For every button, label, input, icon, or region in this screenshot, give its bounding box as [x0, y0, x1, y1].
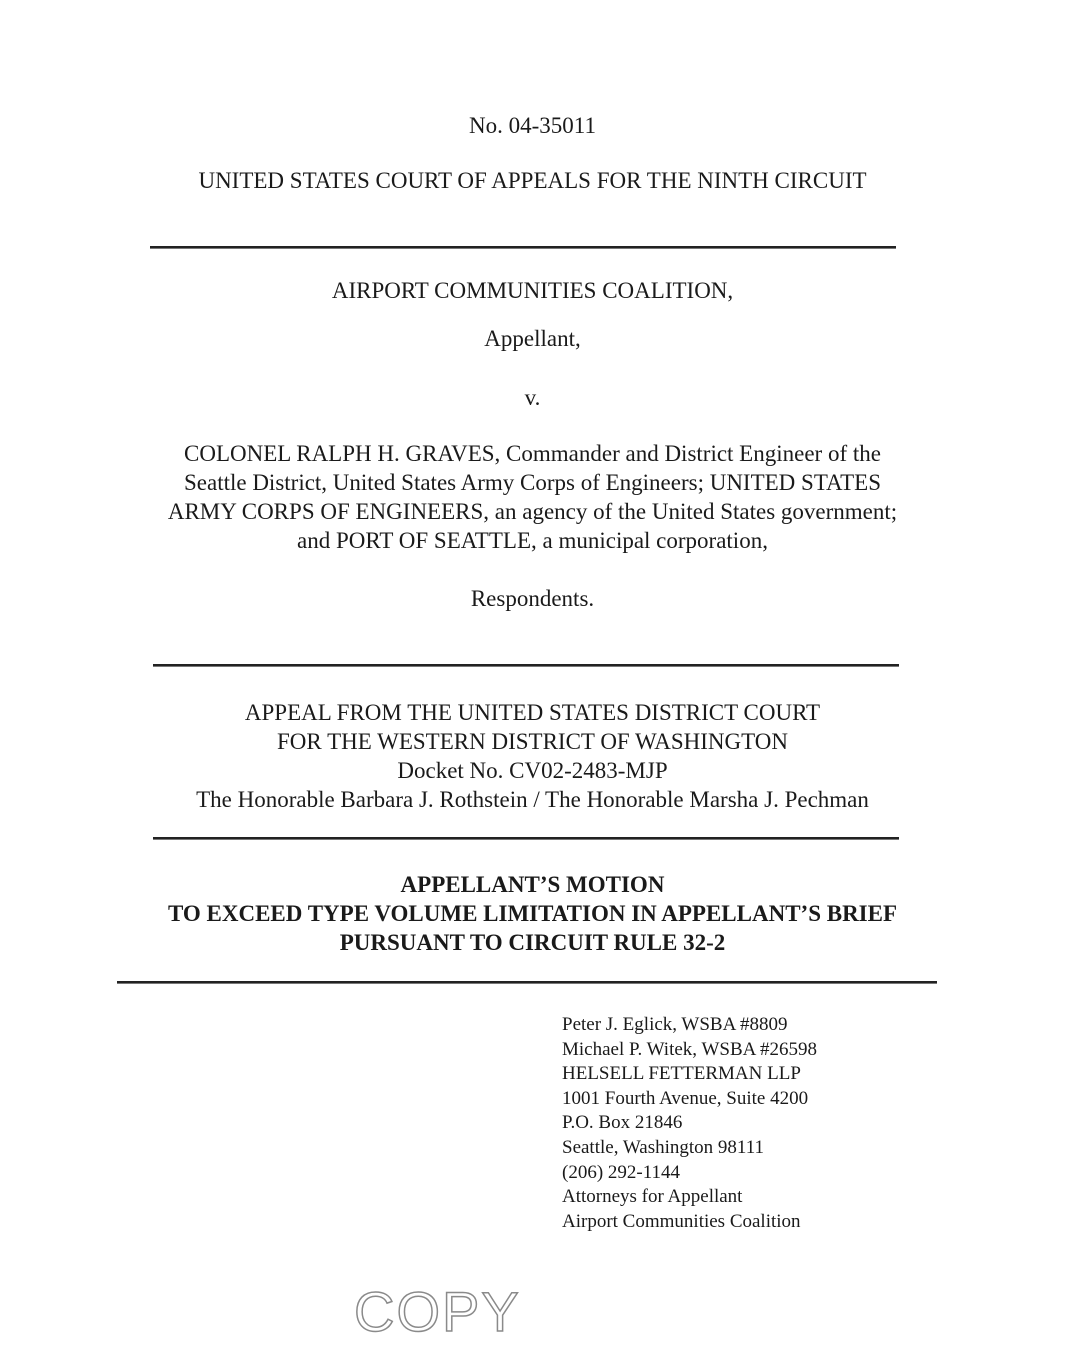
divider-1	[150, 246, 896, 249]
copy-stamp: COPY	[354, 1280, 521, 1343]
judges: The Honorable Barbara J. Rothstein / The Honorable Marsha J. Pechman	[196, 787, 869, 812]
respondents-line: and PORT OF SEATTLE, a municipal corporation,	[297, 528, 768, 553]
court-name: UNITED STATES COURT OF APPEALS FOR THE NINTH CIRCUIT	[198, 168, 867, 193]
respondents-line: COLONEL RALPH H. GRAVES, Commander and District Engineer of the	[184, 441, 881, 466]
counsel-line: HELSELL FETTERMAN LLP	[562, 1063, 801, 1085]
counsel-line: 1001 Fourth Avenue, Suite 4200	[562, 1087, 809, 1109]
respondents-line: Seattle District, United States Army Corps of Engineers; UNITED STATES	[183, 470, 881, 495]
respondents-line: ARMY CORPS OF ENGINEERS, an agency of the United States government;	[167, 499, 898, 524]
appeal-from-line: FOR THE WESTERN DISTRICT OF WASHINGTON	[277, 729, 788, 754]
counsel-line: Airport Communities Coalition	[562, 1210, 801, 1232]
counsel-line: P.O. Box 21846	[562, 1112, 683, 1134]
respondents-role: Respondents.	[470, 586, 595, 611]
counsel-line: Attorneys for Appellant	[562, 1186, 743, 1208]
appeal-from-line: APPEAL FROM THE UNITED STATES DISTRICT COURT	[244, 700, 821, 725]
counsel-block	[562, 1013, 817, 1234]
appellant-name: AIRPORT COMMUNITIES COALITION,	[331, 278, 734, 303]
counsel-line: Michael P. Witek, WSBA #26598	[562, 1038, 818, 1060]
divider-2	[153, 664, 899, 667]
motion-title-line: TO EXCEED TYPE VOLUME LIMITATION IN APPELLANT’S BRIEF	[167, 901, 898, 926]
divider-3	[153, 837, 899, 840]
versus: v.	[524, 385, 541, 410]
motion-title-line: PURSUANT TO CIRCUIT RULE 32-2	[339, 930, 726, 955]
appellant-role: Appellant,	[484, 326, 581, 351]
case-number: No. 04-35011	[469, 113, 596, 138]
counsel-line: Seattle, Washington 98111	[562, 1136, 764, 1158]
divider-4	[117, 981, 937, 984]
motion-title-line: APPELLANT’S MOTION	[400, 872, 665, 897]
docket-number: Docket No. CV02-2483-MJP	[397, 758, 668, 783]
counsel-line: (206) 292-1144	[562, 1161, 681, 1183]
counsel-line: Peter J. Eglick, WSBA #8809	[562, 1014, 788, 1035]
